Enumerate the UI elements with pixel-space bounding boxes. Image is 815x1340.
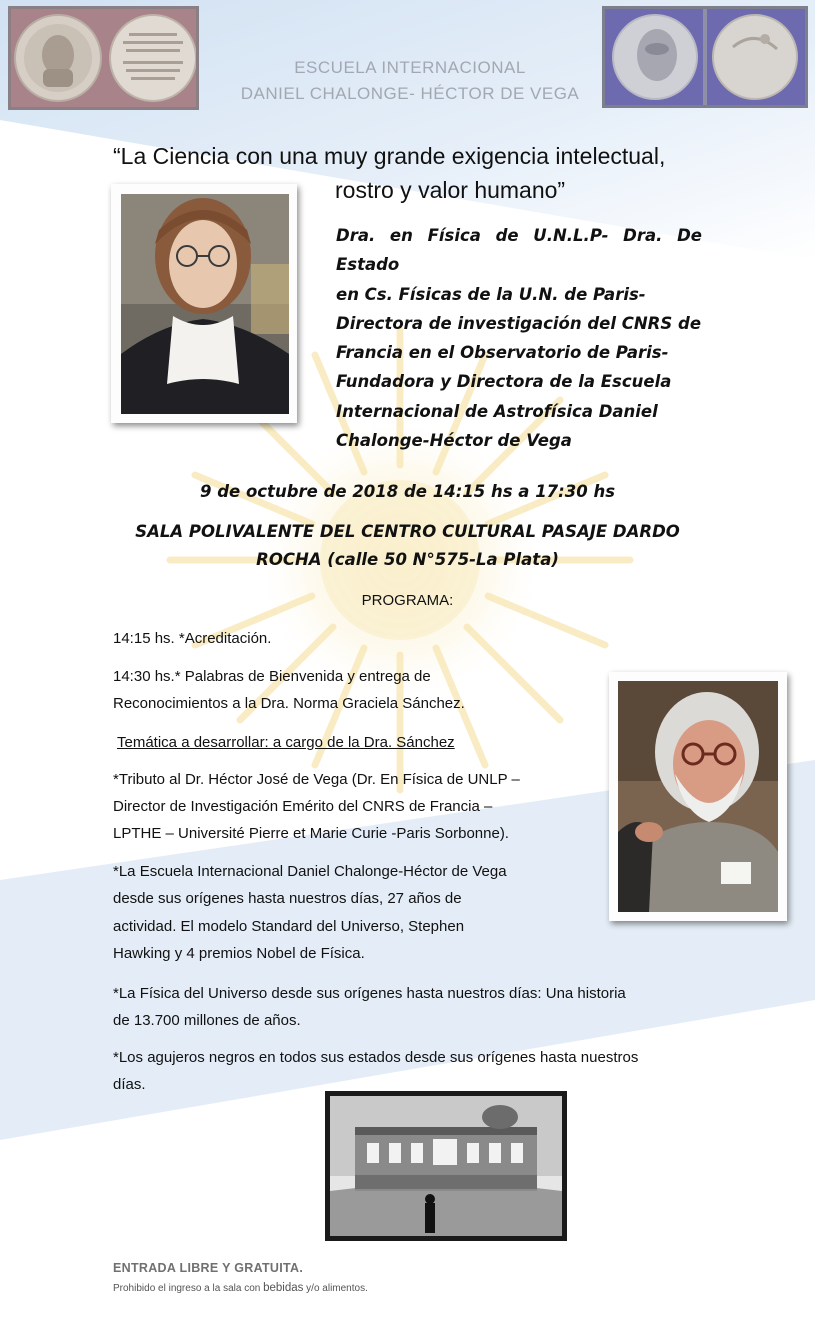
program-item-welcome-l2: Reconocimientos a la Dra. Norma Graciela Sánchez. [113, 695, 465, 712]
notice-text-b: bebidas [263, 1282, 304, 1294]
bio-line: Francia en el Observatorio de Paris- [336, 343, 669, 363]
program-tribute-l2: Director de Investigación Emérito del CNRS de Francia – [113, 798, 493, 815]
event-date: 9 de octubre de 2018 de 14:15 hs a 17:30 hs [199, 482, 616, 501]
program-item-accreditation: 14:15 hs. *Acreditación. [113, 630, 272, 647]
bio-line: Fundadora y Directora de la Escuela [336, 372, 672, 392]
program-topic-heading: Temática a desarrollar: a cargo de la Dra. Sánchez [117, 734, 455, 751]
event-venue-line2: ROCHA (calle 50 N°575-La Plata) [256, 550, 559, 569]
program-school-l1: *La Escuela Internacional Daniel Chalonge-Héctor de Vega [113, 863, 507, 880]
bio-line: Internacional de Astrofísica Daniel [336, 401, 658, 421]
medals-right [602, 6, 808, 108]
observatory-photo [325, 1091, 567, 1241]
notice-text-a: Prohibido el ingreso a la sala con [113, 1283, 264, 1294]
portrait-hector-de-vega [609, 672, 787, 921]
program-school-l3: actividad. El modelo Standard del Universo, Stephen [113, 918, 465, 935]
program-school-l4: Hawking y 4 premios Nobel de Física. [113, 945, 365, 962]
speaker-bio [336, 221, 702, 455]
bio-line: Dra. en Física de U.N.L.P- Dra. De Estado [336, 226, 702, 275]
quote-line1: “La Ciencia con una muy grande exigencia intelectual, [113, 143, 666, 169]
free-entry-notice: ENTRADA LIBRE Y GRATUITA. [113, 1261, 304, 1275]
notice-text-c: y/o alimentos. [303, 1283, 368, 1294]
portrait-norma-sanchez [111, 184, 297, 423]
food-drink-notice [113, 1282, 368, 1294]
program-physics-l2: de 13.700 millones de años. [113, 1012, 301, 1029]
school-name-line2: DANIEL CHALONGE- HÉCTOR DE VEGA [240, 84, 580, 103]
program-item-welcome-l1: 14:30 hs.* Palabras de Bienvenida y entrega de [113, 668, 431, 685]
program-tribute-l1: *Tributo al Dr. Héctor José de Vega (Dr. En Física de UNLP – [113, 771, 520, 788]
program-blackholes-l2: días. [113, 1076, 146, 1093]
school-name-line1: ESCUELA INTERNACIONAL [294, 58, 526, 77]
bio-line: Directora de investigación del CNRS de [336, 313, 702, 333]
program-title: PROGRAMA: [361, 592, 454, 609]
quote-line2: rostro y valor humano” [335, 177, 566, 203]
program-physics-l1: *La Física del Universo desde sus orígenes hasta nuestros días: Una historia [113, 985, 626, 1002]
bio-line: en Cs. Físicas de la U.N. de Paris- [336, 284, 646, 304]
medals-left [8, 6, 199, 110]
event-venue-line1: SALA POLIVALENTE DEL CENTRO CULTURAL PASAJE DARDO [135, 522, 680, 541]
program-blackholes-l1: *Los agujeros negros en todos sus estados desde sus orígenes hasta nuestros [113, 1049, 639, 1066]
program-tribute-l3: LPTHE – Université Pierre et Marie Curie -Paris Sorbonne). [113, 825, 509, 842]
bio-line: Chalonge-Héctor de Vega [336, 431, 572, 451]
program-school-l2: desde sus orígenes hasta nuestros días, 27 años de [113, 890, 462, 907]
